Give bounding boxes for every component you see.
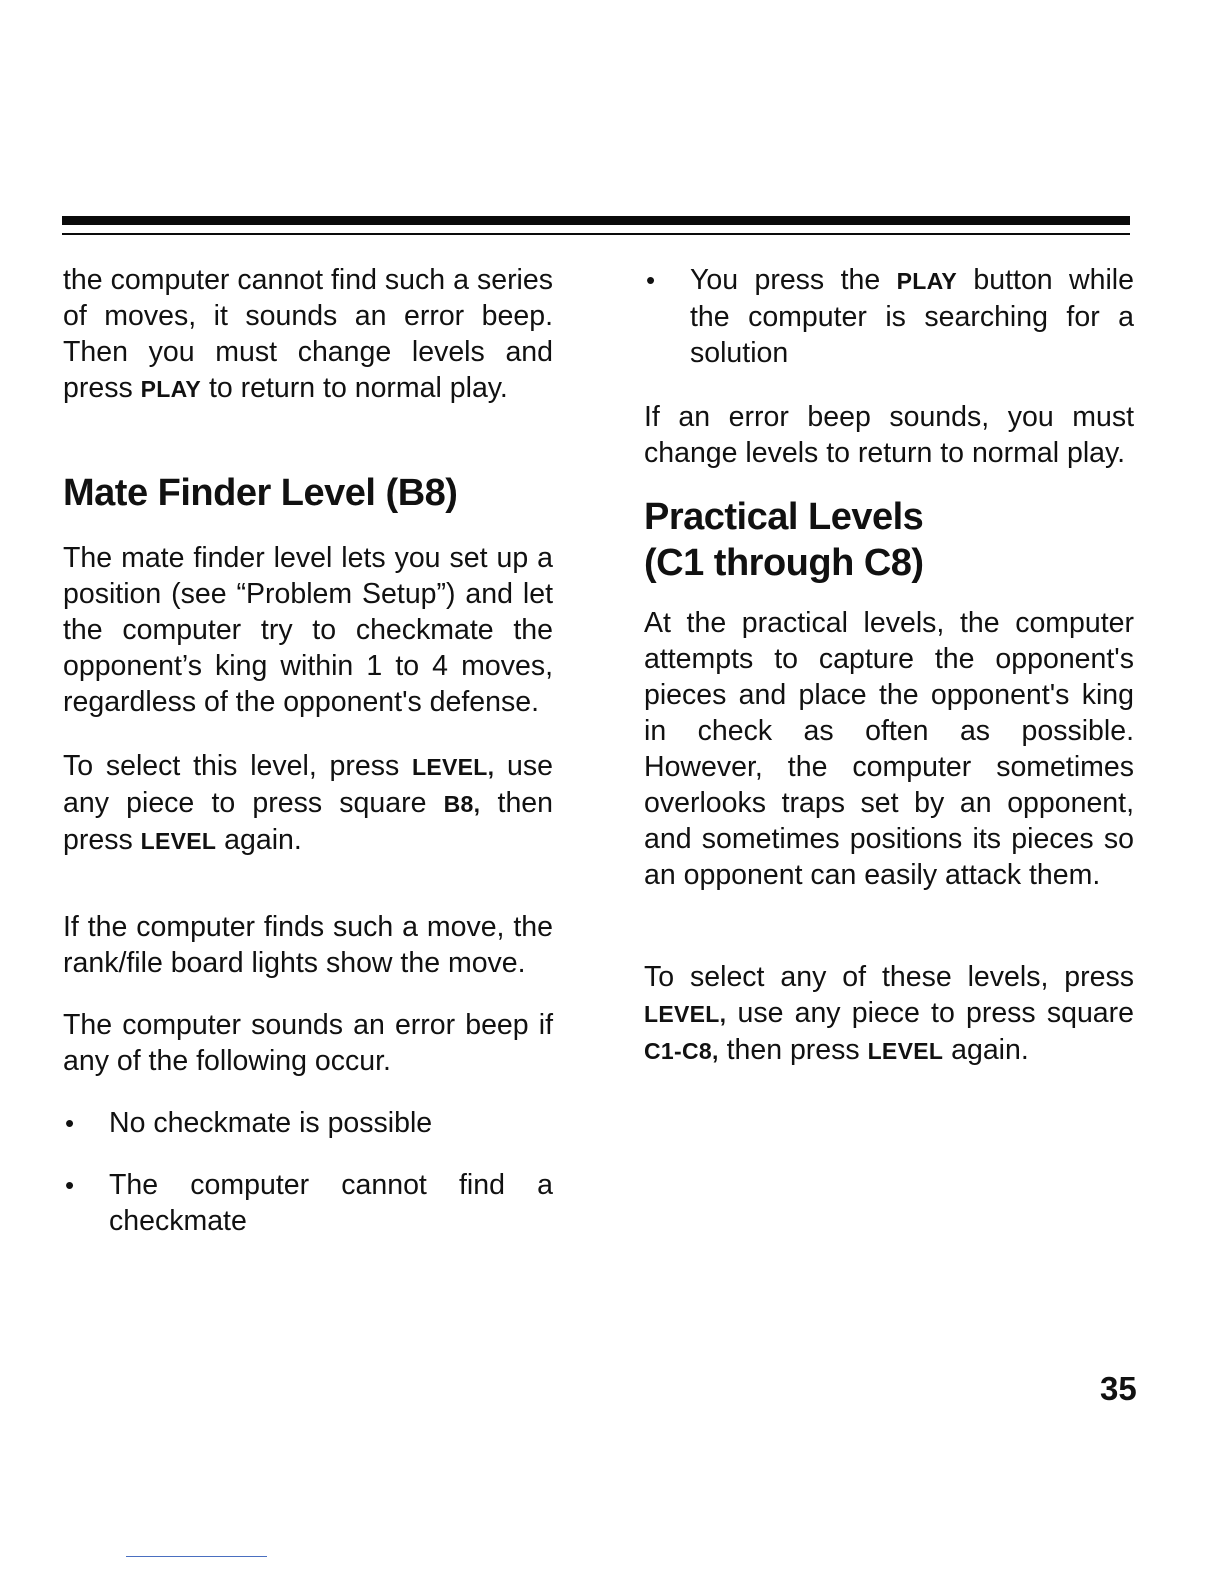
- left-column: [63, 262, 553, 1239]
- square-key: B8,: [443, 791, 481, 817]
- level-key: LEVEL: [140, 828, 217, 854]
- square-key: C1-C8,: [644, 1038, 719, 1064]
- paragraph-error-beep: If an error beep sounds, you must change levels to return to normal play.: [644, 401, 1134, 469]
- bullet-icon: •: [65, 1170, 75, 1200]
- level-key: LEVEL,: [644, 1001, 727, 1027]
- level-key: LEVEL: [867, 1038, 944, 1064]
- paragraph-rank-file-lights: If the computer finds such a move, the rank/file board lights show the move.: [63, 911, 553, 979]
- list-item: • The computer cannot find a checkmate: [65, 1169, 553, 1237]
- bullet-icon: •: [65, 1108, 75, 1138]
- paragraph-error-conditions: The computer sounds an error beep if any of the following occur.: [63, 1009, 553, 1077]
- heading-mate-finder: Mate Finder Level (B8): [63, 472, 458, 514]
- paragraph-error-continuation: the computer cannot find such a series of moves, it sounds an error beep. Then you must change levels and press PLAY to return to normal play.: [63, 264, 553, 404]
- play-key: PLAY: [896, 268, 958, 294]
- bullet-icon: •: [646, 265, 656, 295]
- paragraph-select-mate-level: To select this level, press LEVEL, use any piece to press square B8, then press LEVEL again.: [63, 750, 554, 856]
- scan-artifact-line: [126, 1556, 267, 1557]
- level-key: LEVEL,: [411, 754, 495, 780]
- header-rule-thin: [62, 233, 1130, 235]
- heading-practical-levels: Practical Levels (C1 through C8): [644, 496, 924, 584]
- header-rule-thick: [62, 216, 1130, 225]
- paragraph-mate-finder-description: The mate finder level lets you set up a position (see “Problem Setup”) and let the computer try to checkmate the opponent’s king within 1 to 4 moves, regardless of the opponent's defense.: [63, 542, 553, 718]
- play-key: PLAY: [140, 376, 202, 402]
- right-column: [644, 262, 1134, 1069]
- list-item: • No checkmate is possible: [65, 1107, 433, 1139]
- paragraph-select-practical-level: To select any of these levels, press LEVEL, use any piece to press square C1-C8, then press LEVEL again.: [644, 961, 1134, 1066]
- page-number: 35: [1100, 1370, 1137, 1407]
- list-item: • You press the PLAY button while the computer is searching for a solution: [646, 264, 1134, 369]
- paragraph-practical-description: At the practical levels, the computer attempts to capture the opponent's pieces and place the opponent's king in check as often as possible. However, the computer sometimes overlooks traps set by an opponent, and sometimes positions its pieces so an opponent can easily attack them.: [644, 607, 1134, 891]
